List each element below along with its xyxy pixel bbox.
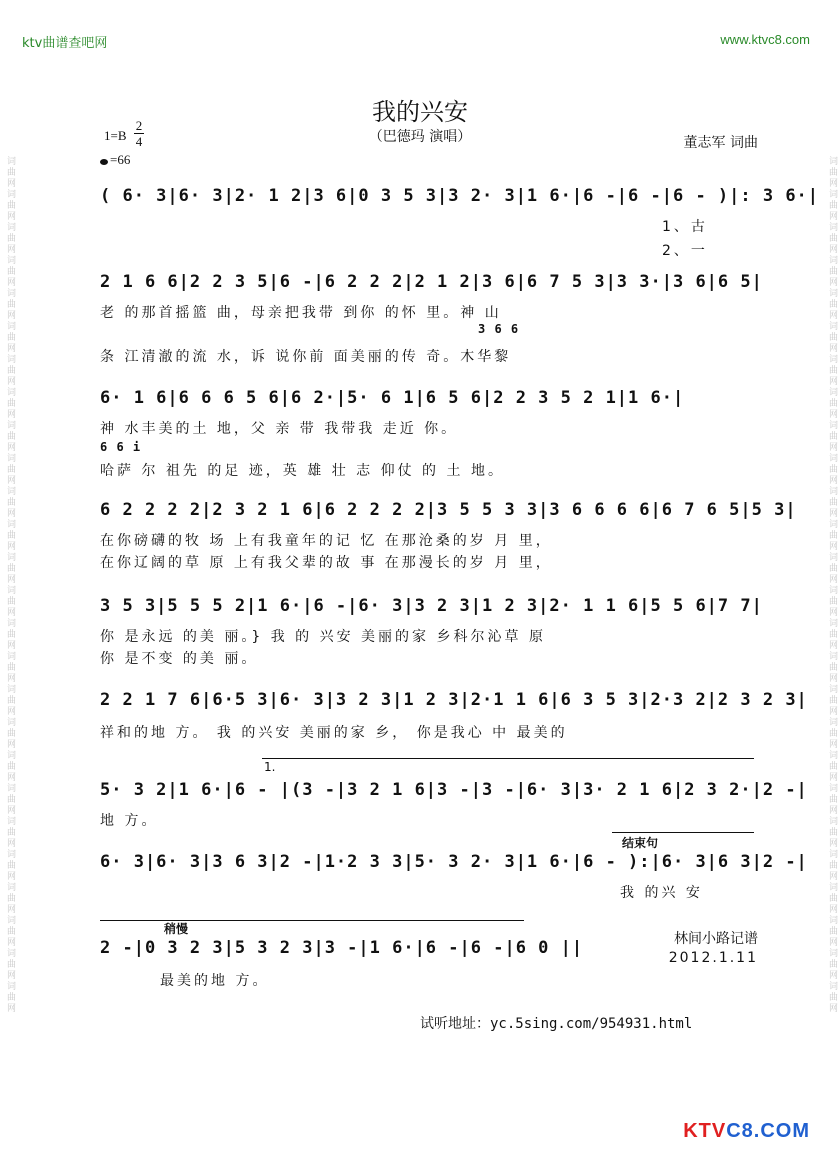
harmony-notes-2: 6 6 i xyxy=(100,440,142,454)
score-row-4-lyric-1: 在你磅礴的牧 场 上有我童年的记 忆 在那沧桑的岁 月 里， xyxy=(100,533,553,549)
site-logo: KTVC8.COM xyxy=(683,1120,810,1142)
score-row-1-lyric-1: 1、古 xyxy=(662,219,708,235)
song-performer: （巴德玛 演唱） xyxy=(368,129,472,145)
score-row-5-lyric-1: 你 是永远 的美 丽。} 我 的 兴安 美丽的家 乡科尔沁草 原 xyxy=(100,629,546,645)
slow-mark: 稍慢 xyxy=(164,922,189,936)
site-name-left[interactable]: ktv曲谱查吧网 xyxy=(22,36,108,51)
score-row-3-lyric-2: 哈萨 尔 祖先 的足 迹，英 雄 壮 志 仰仗 的 土 地。 xyxy=(100,463,505,479)
score-row-5-notes: 3 5 3|5 5 5 2|1 6·|6 -|6· 3|3 2 3|1 2 3|2· 1 1 6|5 5 6|7 7| xyxy=(100,596,763,616)
score-row-2-lyric-1: 老 的那首摇篮 曲，母亲把我带 到你 的怀 里。神 山 xyxy=(100,305,502,321)
ending-mark: 结束句 xyxy=(622,836,659,850)
volta-1-mark: 1. xyxy=(264,760,276,774)
time-signature xyxy=(134,118,144,149)
score-credit: 林间小路记谱 xyxy=(674,931,758,947)
score-row-1-lyric-2: 2、一 xyxy=(662,243,708,259)
time-bottom: 4 xyxy=(135,134,143,149)
score-row-1-notes: ( 6· 3|6· 3|2· 1 2|3 6|0 3 5 3|3 2· 3|1 6·|6 -|6 -|6 - )|: 3 6·| xyxy=(100,186,820,206)
harmony-notes-1: 3 6 6 xyxy=(478,322,520,336)
song-author: 董志军 词曲 xyxy=(683,135,758,151)
listen-link[interactable]: 试听地址：yc.5sing.com/954931.html xyxy=(420,1016,693,1032)
score-row-3-lyric-1: 神 水丰美的土 地，父 亲 带 我带我 走近 你。 xyxy=(100,421,459,437)
tempo-mark: =66 xyxy=(100,152,130,168)
score-row-2-lyric-2: 条 江清澈的流 水，诉 说你前 面美丽的传 奇。木华黎 xyxy=(100,349,512,365)
quarter-note-icon xyxy=(100,159,108,165)
score-row-4-notes: 6 2 2 2 2|2 3 2 1 6|6 2 2 2 2|3 5 5 3 3|3 6 6 6 6|6 7 6 5|5 3| xyxy=(100,500,797,520)
score-row-6-lyric-1: 祥和的地 方。 我 的兴安 美丽的家 乡， 你是我心 中 最美的 xyxy=(100,725,568,741)
score-row-9-lyric-1: 最美的地 方。 xyxy=(160,973,270,989)
song-title: 我的兴安 xyxy=(372,98,468,126)
site-url-right[interactable]: www.ktvc8.com xyxy=(720,32,810,47)
score-row-8-notes: 6· 3|6· 3|3 6 3|2 -|1·2 3 3|5· 3 2· 3|1 6·|6 - ):|6· 3|6 3|2 -| xyxy=(100,852,808,872)
score-row-9-notes: 2 -|0 3 2 3|5 3 2 3|3 -|1 6·|6 -|6 -|6 0 || xyxy=(100,938,584,958)
score-row-6-notes: 2 2 1 7 6|6·5 3|6· 3|3 2 3|1 2 3|2·1 1 6|6 3 5 3|2·3 2|2 3 2 3| xyxy=(100,690,808,710)
side-watermark-right: 词曲网词曲网词曲网词曲网词曲网词曲网词曲网词曲网词曲网词曲网词曲网词曲网词曲网词曲网词曲网词曲网词曲网词曲网词曲网词曲网词曲网词曲网词曲网词曲网词曲网词曲网 xyxy=(827,155,837,1014)
score-row-8-lyric-1: 我 的兴 安 xyxy=(620,885,703,901)
side-watermark-left: 词曲网词曲网词曲网词曲网词曲网词曲网词曲网词曲网词曲网词曲网词曲网词曲网词曲网词曲网词曲网词曲网词曲网词曲网词曲网词曲网词曲网词曲网词曲网词曲网词曲网词曲网 xyxy=(5,155,15,1014)
score-row-7-lyric-1: 地 方。 xyxy=(100,813,159,829)
key-signature: 1=B xyxy=(104,128,127,143)
score-row-5-lyric-2: 你 是不变 的美 丽。 xyxy=(100,651,259,667)
score-row-3-notes: 6· 1 6|6 6 6 5 6|6 2·|5· 6 1|6 5 6|2 2 3 5 2 1|1 6·| xyxy=(100,388,685,408)
time-top: 2 xyxy=(135,118,143,133)
score-row-7-notes: 5· 3 2|1 6·|6 - |(3 -|3 2 1 6|3 -|3 -|6· 3|3· 2 1 6|2 3 2·|2 -| xyxy=(100,780,808,800)
score-date: 2012.1.11 xyxy=(668,950,758,966)
score-row-2-notes: 2 1 6 6|2 2 3 5|6 -|6 2 2 2|2 1 2|3 6|6 7 5 3|3 3·|3 6|6 5| xyxy=(100,272,763,292)
score-row-4-lyric-2: 在你辽阔的草 原 上有我父辈的故 事 在那漫长的岁 月 里， xyxy=(100,555,553,571)
